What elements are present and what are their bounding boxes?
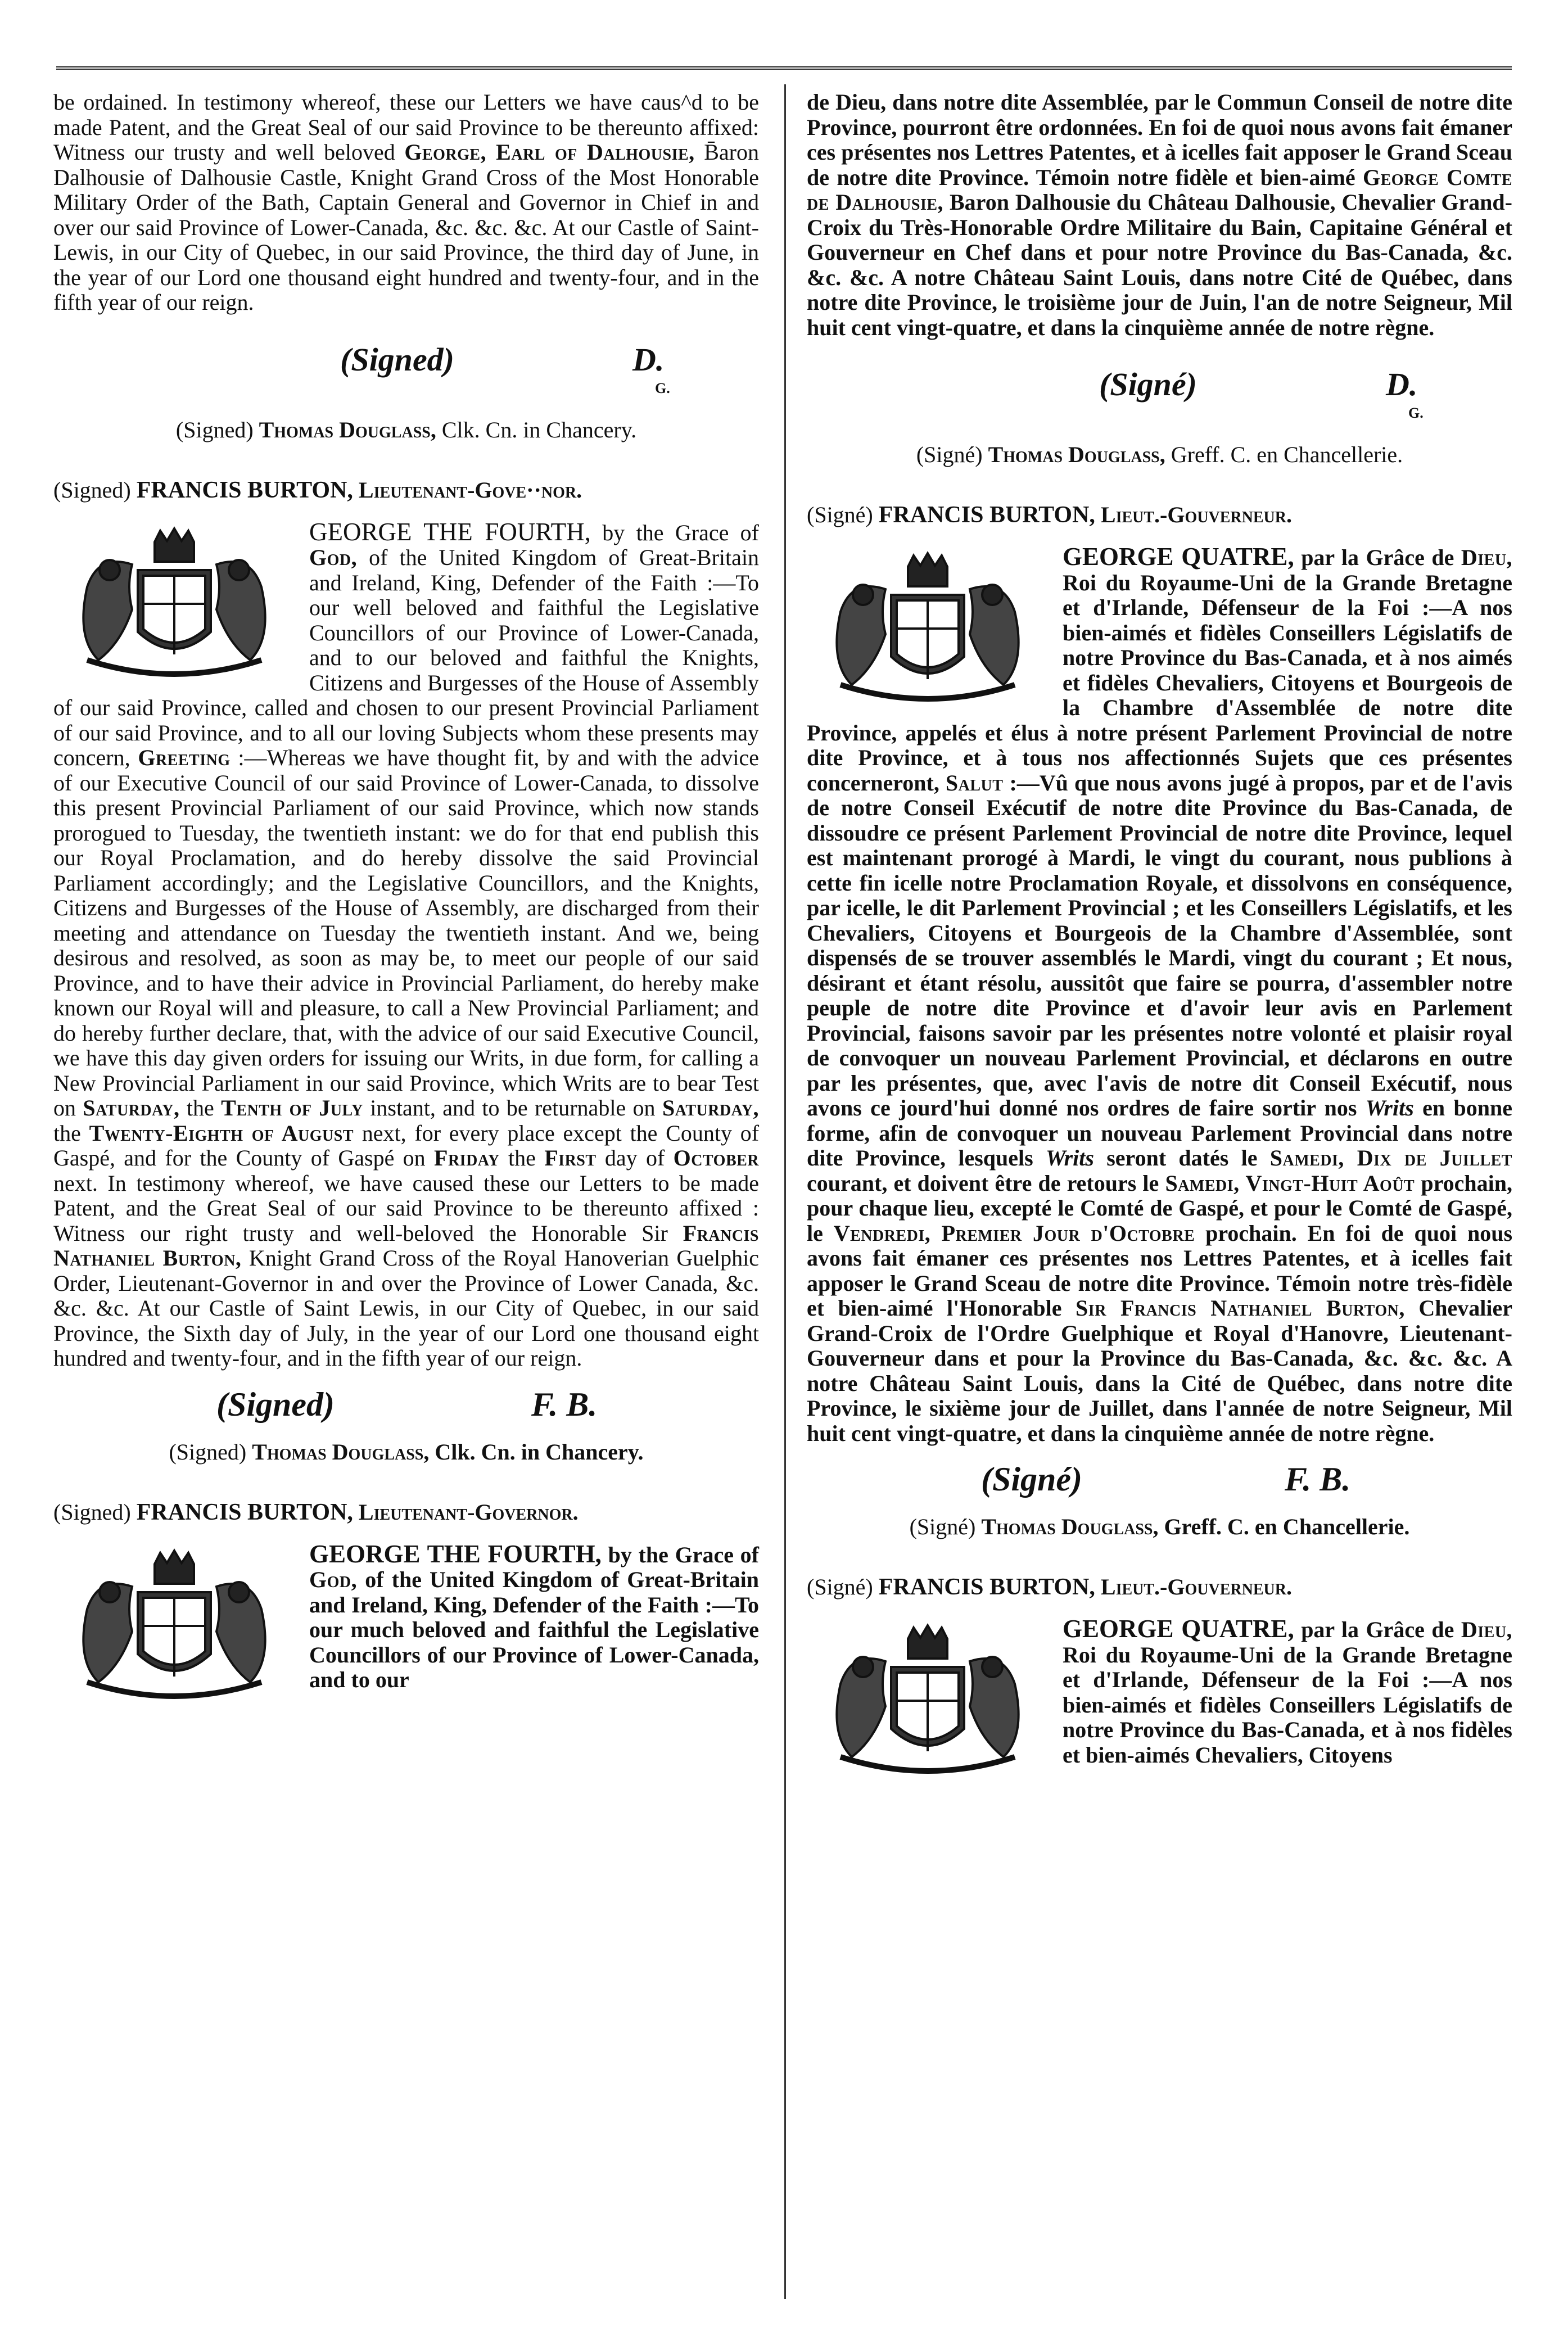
proclamation xyxy=(53,1539,759,1693)
signature-initial: D. xyxy=(1386,366,1418,403)
clerk-signature: (Signed) Thomas Douglass, Clk. Cn. in Chancery. xyxy=(175,417,637,442)
proclamation xyxy=(53,519,759,1371)
governor-signature: (Signé) FRANCIS BURTON, Lieut.-Gouverneur. xyxy=(807,1574,1292,1600)
signed-label: (Signé) xyxy=(1099,366,1197,403)
proclamation-text: GEORGE QUATRE, par la Grâce de Dieu, Roi du Royaume-Uni de la Grande Bretagne et d'Irlande, Défenseur de la Foi :—A nos bien-aimés et fidèles Conseillers Législatifs de notre Province du Bas-Canada, et à nos fidèles et bien-aimés Chevaliers, Citoyens xyxy=(1063,1615,1513,1768)
proclamation-text: GEORGE THE FOURTH, by the Grace of God, of the United Kingdom of Great-Britain and Ireland, King, Defender of the Faith :—To our much beloved and faithful the Legislative Councillors of our Province of Lower-Canada, and to our xyxy=(309,1539,759,1692)
royal-coat-of-arms-icon xyxy=(53,519,295,688)
signature-block-fb xyxy=(807,1460,1512,1508)
clerk-signature: (Signé) Thomas Douglass, Greff. C. en Chancellerie. xyxy=(909,1514,1410,1539)
proclamation xyxy=(807,1616,1512,1768)
governor-signature: (Signed) FRANCIS BURTON, Lieutenant-Gove··nor. xyxy=(53,477,582,503)
signed-label: (Signed) xyxy=(340,341,454,378)
top-rule xyxy=(56,66,1512,72)
governor-signature: (Signé) FRANCIS BURTON, Lieut.-Gouverneur. xyxy=(807,502,1292,528)
governor-signature: (Signed) FRANCIS BURTON, Lieutenant-Governor. xyxy=(53,1499,579,1525)
french-column xyxy=(807,90,1512,1788)
signed-label: (Signed) xyxy=(216,1385,335,1423)
signature-block-fb xyxy=(53,1385,759,1433)
signed-label: (Signé) xyxy=(981,1461,1082,1498)
continued-proclamation-text: de Dieu, dans notre dite Assemblée, par le Commun Conseil de notre dite Province, pourront être ordonnées. En foi de quoi nous avons fait émaner ces présentes nos Lettres Patentes, et à icelles fait apposer le Grand Sceau de notre dite Province. Témoin notre fidèle et bien-aimé George Comte de Dalhousie, Baron Dalhousie du Château Dalhousie, Chevalier Grand-Croix du Très-Honorable Ordre Militaire du Bain, Capitaine Général et Gouverneur en Chef dans et pour notre Province du Bas-Canada, &c. &c. &c. A notre Château Saint Louis, dans notre Cité de Québec, dans notre dite Province, le troisième jour de Juin, l'an de notre Seigneur, Mil huit cent vingt-quatre, et dans la cinquième année de notre règne. xyxy=(807,89,1512,340)
signature-initials: F. B. xyxy=(1285,1461,1351,1498)
royal-coat-of-arms-icon xyxy=(807,1616,1049,1785)
royal-coat-of-arms-icon xyxy=(53,1542,295,1710)
proclamation-text: GEORGE THE FOURTH, by the Grace of God, of the United Kingdom of Great-Britain and Ireland, King, Defender of the Faith :—To our well beloved and faithful the Legislative Councillors of our Province of Lower-Canada, and to our beloved and faithful the Knights, Citizens and Burgesses of the House of Assembly of our said Province, called and chosen to our present Provincial Parliament of our said Province, and to all our loving Subjects whom these presents may concern, Greeting :—Whereas we have thought fit, by and with the advice of our Executive Council of our said Province of Lower-Canada, to dissolve this present Provincial Parliament of our said Province, which now stands prorogued to Tuesday, the twentieth instant: we do for that end publish this our Royal Proclamation, and do hereby dissolve the said Provincial Parliament accordingly; and the Legislative Councillors, and the Knights, Citizens and Burgesses of the House of Assembly, are discharged from their meeting and attendance on Tuesday the twentieth instant. And we, being desirous and resolved, as soon as may be, to meet our people of our said Province, and to have their advice in Provincial Parliament, do hereby make known our Royal will and pleasure, to call a New Provincial Parliament; and do hereby further declare, that, with the advice of our said Executive Council, we have this day given orders for issuing our Writs, in due form, for calling a New Provincial Parliament in our said Province, which Writs are to bear Test on Saturday, the Tenth of July instant, and to be returnable on Saturday, the Twenty-Eighth of August next, for every place except the County of Gaspé, and for the County of Gaspé on Friday the First day of October next. In testimony whereof, we have caused these our Letters to be made Patent, and the Great Seal of our said Province to be thereunto affixed : Witness our right trusty and well-beloved the Honorable Sir Francis Nathaniel Burton, Knight Grand Cross of the Royal Hanoverian Guelphic Order, Lieutenant-Governor in and over the Province of Lower Canada, &c. &c. &c. At our Castle of Saint Lewis, in our City of Quebec, in our said Province, the Sixth day of July, in the year of our Lord one thousand eight hundred and twenty-four, and in the fifth year of our reign. xyxy=(53,517,760,1371)
column-divider xyxy=(784,84,786,2299)
signature-initials: F. B. xyxy=(531,1385,598,1423)
proclamation-text: GEORGE QUATRE, par la Grâce de Dieu, Roi du Royaume-Uni de la Grande Bretagne et d'Irlande, Défenseur de la Foi :—A nos bien-aimés et fidèles Conseillers Législatifs de notre Province du Bas-Canada, et à nos aimés et fidèles Chevaliers, Citoyens et Bourgeois de la Chambre d'Assemblée de notre dite Province, appelés et élus à notre présent Parlement Provincial de notre dite Province, et à tous nos affectionnés Sujets que ces présentes concerneront, Salut :—Vû que nous avons jugé à propos, par et de l'avis de notre Conseil Exécutif de notre dite Province du Bas-Canada, de dissoudre ce présent Parlement Provincial de notre dite Province, lequel est maintenant prorogé à Mardi, le vingt du courant, nous publions à cette fin icelle notre Proclamation Royale, et dissolvons en conséquence, par icelle, le dit Parlement Provincial ; et les Conseillers Législatifs, et les Chevaliers, Citoyens et Bourgeois de la Chambre d'Assemblée, sont dispensés de se trouver assemblés le Mardi, vingt du courant ; Et nous, désirant et étant résolu, aussitôt que faire se pourra, d'assembler notre peuple de notre dite Province et d'avoir leur avis en Parlement Provincial, faisons savoir par les présentes notre volonté et plaisir royal de convoquer un nouveau Parlement Provincial, et déclarons en outre par les présentes, que, avec l'avis de notre dit Conseil Exécutif, nous avons ce jourd'hui donné nos ordres de faire sortir nos Writs en bonne forme, afin de convoquer un nouveau Parlement Provincial dans notre dite Province, lesquels Writs seront datés le Samedi, Dix de Juillet courant, et doivent être de retours le Samedi, Vingt-Huit Août prochain, pour chaque lieu, excepté le Comté de Gaspé, et pour le Comté de Gaspé, le Vendredi, Premier Jour d'Octobre prochain. En foi de quoi nous avons fait émaner ces présentes nos Lettres Patentes, et à icelles fait apposer le Grand Sceau de notre dite Province. Témoin notre très-fidèle et bien-aimé l'Honorable Sir Francis Nathaniel Burton, Chevalier Grand-Croix de l'Ordre Guelphique et Royal d'Hanovre, Lieutenant-Gouverneur dans et pour la Province du Bas-Canada, &c. &c. &c. A notre Château Saint Louis, dans la Cité de Québec, dans notre dite Province, le sixième jour de Juillet, dans l'année de notre Seigneur, Mil huit cent vingt-quatre, et dans la cinquième année de notre règne. xyxy=(807,543,1513,1446)
signature-block xyxy=(53,341,759,394)
clerk-signature: (Signed) Thomas Douglass, Clk. Cn. in Chancery. xyxy=(169,1439,644,1465)
continued-proclamation-text: be ordained. In testimony whereof, these our Letters we have caus^d to be made Patent, and the Great Seal of our said Province to be thereunto affixed: Witness our trusty and well beloved George, Earl of Dalhousie, B̄aron Dalhousie of Dalhousie Castle, Knight Grand Cross of the Most Honorable Military Order of the Bath, Captain General and Governor in Chief in and over our said Province of Lower-Canada, &c. &c. &c. At our Castle of Saint-Lewis, in our City of Quebec, in our said Province, the third day of June, in the year of our Lord one thousand eight hundred and twenty-four, and in the fifth year of our reign. xyxy=(53,89,760,315)
signature-g: G. xyxy=(1408,405,1424,421)
english-column xyxy=(53,90,759,1714)
proclamation xyxy=(807,544,1512,1446)
clerk-signature: (Signé) Thomas Douglass, Greff. C. en Chancellerie. xyxy=(916,442,1403,467)
signature-block xyxy=(807,365,1512,419)
signature-initial: D. xyxy=(632,341,665,378)
royal-coat-of-arms-icon xyxy=(807,544,1049,713)
signature-g: G. xyxy=(655,379,670,396)
